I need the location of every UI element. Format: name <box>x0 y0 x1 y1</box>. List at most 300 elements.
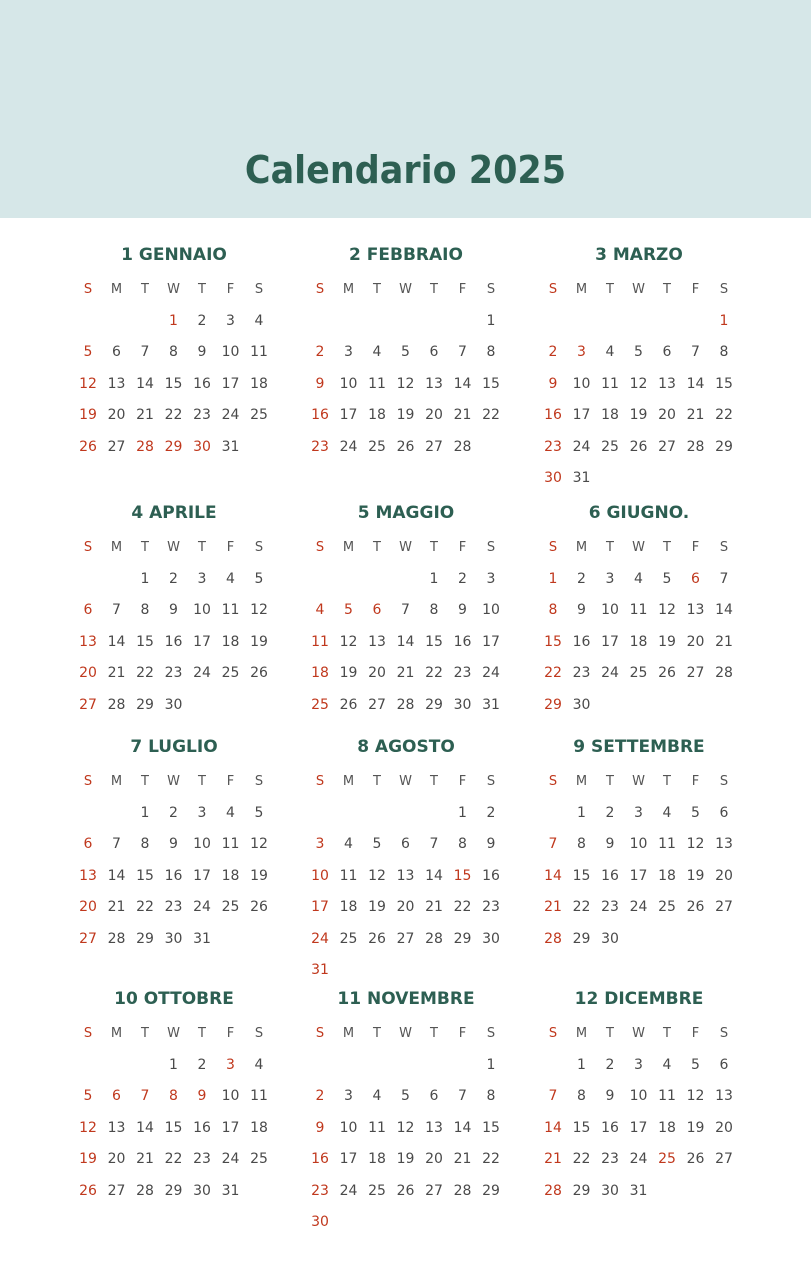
month-title: 7 LUGLIO <box>130 737 218 757</box>
day-cell: 18 <box>601 407 619 424</box>
day-cell: 17 <box>339 407 358 424</box>
day-cell: 18 <box>221 867 240 884</box>
weekday-label: S <box>719 774 729 789</box>
day-cell: 1 <box>140 805 150 821</box>
day-cell: 31 <box>193 930 211 947</box>
day-cell-holiday: 1 <box>548 571 558 587</box>
day-cell: 25 <box>250 407 268 424</box>
day-cell: 7 <box>429 836 439 853</box>
day-cell-holiday: 3 <box>226 1057 235 1073</box>
weekday-label: W <box>399 540 412 555</box>
day-cell: 15 <box>164 375 183 392</box>
day-cell: 15 <box>715 375 733 392</box>
day-cell: 26 <box>368 930 386 947</box>
day-cell: 4 <box>344 836 353 853</box>
day-cell: 30 <box>193 1182 211 1199</box>
day-cell: 8 <box>486 1088 496 1105</box>
day-cell-holiday: 7 <box>548 836 558 853</box>
day-cell: 21 <box>136 407 154 424</box>
day-cell: 18 <box>658 867 676 884</box>
day-cell: 2 <box>605 1057 615 1073</box>
day-cell: 28 <box>715 665 733 682</box>
day-cell: 27 <box>368 696 386 713</box>
day-cell: 12 <box>629 375 648 392</box>
day-cell: 16 <box>453 633 472 650</box>
weekday-label: S <box>548 774 558 789</box>
day-cell-holiday: 3 <box>315 836 325 853</box>
day-cell: 3 <box>605 571 615 587</box>
weekday-label: T <box>606 774 614 789</box>
day-cell: 27 <box>715 899 733 916</box>
weekday-label: T <box>430 774 438 789</box>
day-cell-holiday: 1 <box>169 313 178 329</box>
weekday-label: S <box>719 540 729 555</box>
day-cell: 30 <box>601 1182 619 1199</box>
day-cell: 12 <box>250 836 268 853</box>
day-cell: 24 <box>339 438 358 455</box>
day-cell-holiday: 8 <box>169 1088 178 1105</box>
day-cell: 15 <box>136 867 154 884</box>
day-cell: 3 <box>634 805 643 821</box>
day-cell: 24 <box>221 407 240 424</box>
day-cell: 19 <box>250 867 268 884</box>
day-cell: 26 <box>250 899 268 916</box>
day-cell: 14 <box>715 602 733 619</box>
day-cell: 19 <box>686 867 705 884</box>
day-cell: 5 <box>662 571 672 587</box>
day-cell: 9 <box>486 836 496 853</box>
day-cell-holiday: 21 <box>544 1151 562 1168</box>
day-cell: 11 <box>250 1088 268 1105</box>
day-cell-holiday: 19 <box>79 1151 97 1168</box>
weekday-label: T <box>141 282 149 297</box>
day-cell: 6 <box>429 1088 439 1105</box>
day-cell: 30 <box>572 696 591 713</box>
weekday-label: M <box>575 1026 588 1041</box>
weekday-label: M <box>342 540 355 555</box>
day-cell: 24 <box>629 899 648 916</box>
weekday-label: W <box>632 282 645 297</box>
day-cell: 29 <box>572 1182 591 1199</box>
day-cell: 2 <box>197 313 207 329</box>
day-cell: 8 <box>140 836 150 853</box>
weekday-label: T <box>198 540 206 555</box>
day-cell: 2 <box>169 571 178 587</box>
day-cell: 22 <box>572 899 591 916</box>
day-cell: 28 <box>396 696 415 713</box>
day-cell: 3 <box>197 571 207 587</box>
day-cell: 5 <box>691 1057 700 1073</box>
month-title: 8 AGOSTO <box>357 737 455 757</box>
weekday-label: S <box>486 282 496 297</box>
month-title: 11 NOVEMBRE <box>337 989 475 1009</box>
day-cell: 3 <box>634 1057 643 1073</box>
weekday-label: T <box>141 1026 149 1041</box>
day-cell-holiday: 17 <box>311 899 329 916</box>
day-cell-holiday: 12 <box>79 375 97 392</box>
day-cell: 19 <box>396 407 415 424</box>
day-cell: 25 <box>368 1182 386 1199</box>
weekday-label: W <box>167 774 180 789</box>
day-cell: 25 <box>221 665 240 682</box>
weekday-label: S <box>548 540 558 555</box>
day-cell: 16 <box>601 867 619 884</box>
month-title: 5 MAGGIO <box>357 503 455 523</box>
day-cell: 23 <box>601 899 619 916</box>
day-cell: 14 <box>107 867 126 884</box>
day-cell: 9 <box>605 1088 615 1105</box>
weekday-label: F <box>458 540 467 555</box>
day-cell: 10 <box>221 1088 240 1105</box>
day-cell: 29 <box>715 438 733 455</box>
weekday-label: S <box>254 1026 264 1041</box>
day-cell: 4 <box>605 344 615 361</box>
day-cell-holiday: 7 <box>548 1088 558 1105</box>
weekday-label: S <box>548 1026 558 1041</box>
day-cell: 28 <box>453 438 472 455</box>
day-cell: 19 <box>629 407 648 424</box>
day-cell: 8 <box>719 344 729 361</box>
day-cell: 4 <box>372 1088 382 1105</box>
weekday-label: T <box>373 282 381 297</box>
day-cell-holiday: 1 <box>719 313 729 329</box>
day-cell-holiday: 9 <box>197 1088 207 1105</box>
day-cell: 22 <box>482 407 500 424</box>
weekday-label: S <box>719 282 729 297</box>
day-cell: 24 <box>601 665 619 682</box>
day-cell: 14 <box>136 375 154 392</box>
weekday-label: T <box>606 1026 614 1041</box>
day-cell: 22 <box>164 1151 183 1168</box>
day-cell: 15 <box>572 1119 591 1136</box>
day-cell: 29 <box>425 696 443 713</box>
day-cell: 6 <box>719 805 729 821</box>
day-cell: 1 <box>169 1057 178 1073</box>
day-cell-holiday: 13 <box>79 633 97 650</box>
day-cell: 18 <box>368 1151 386 1168</box>
header-band <box>0 0 811 218</box>
weekday-label: W <box>632 540 645 555</box>
day-cell: 26 <box>686 899 705 916</box>
day-cell: 22 <box>572 1151 591 1168</box>
weekday-label: T <box>663 282 671 297</box>
day-cell: 24 <box>193 665 211 682</box>
day-cell: 23 <box>453 665 472 682</box>
weekday-label: T <box>373 540 381 555</box>
weekday-label: S <box>83 282 93 297</box>
day-cell: 28 <box>686 438 705 455</box>
day-cell: 30 <box>482 930 500 947</box>
day-cell: 14 <box>425 867 443 884</box>
day-cell: 25 <box>250 1151 268 1168</box>
day-cell: 24 <box>221 1151 240 1168</box>
day-cell: 2 <box>197 1057 207 1073</box>
day-cell: 14 <box>136 1119 154 1136</box>
day-cell: 27 <box>396 930 415 947</box>
day-cell: 31 <box>221 438 240 455</box>
weekday-label: S <box>83 1026 93 1041</box>
day-cell-holiday: 23 <box>311 1182 329 1199</box>
day-cell: 23 <box>601 1151 619 1168</box>
day-cell: 24 <box>339 1182 358 1199</box>
weekday-label: T <box>198 1026 206 1041</box>
day-cell: 20 <box>396 899 415 916</box>
day-cell-holiday: 3 <box>577 344 586 361</box>
day-cell-holiday: 23 <box>544 438 562 455</box>
day-cell: 9 <box>577 602 586 619</box>
month-title: 1 GENNAIO <box>121 245 227 265</box>
day-cell: 17 <box>339 1151 358 1168</box>
day-cell: 26 <box>686 1151 705 1168</box>
day-cell: 24 <box>482 665 500 682</box>
day-cell-holiday: 28 <box>544 1182 562 1199</box>
day-cell: 27 <box>107 1182 126 1199</box>
day-cell: 6 <box>662 344 672 361</box>
weekday-label: F <box>691 774 700 789</box>
day-cell: 15 <box>482 375 500 392</box>
day-cell: 20 <box>686 633 705 650</box>
day-cell: 18 <box>250 1119 268 1136</box>
day-cell: 10 <box>221 344 240 361</box>
day-cell: 7 <box>719 571 729 587</box>
month-title: 3 MARZO <box>595 245 683 265</box>
weekday-label: W <box>167 282 180 297</box>
day-cell-holiday: 26 <box>79 1182 97 1199</box>
weekday-label: T <box>373 1026 381 1041</box>
day-cell: 5 <box>254 571 264 587</box>
weekday-label: T <box>663 1026 671 1041</box>
day-cell-holiday: 5 <box>83 1088 93 1105</box>
day-cell: 15 <box>482 1119 500 1136</box>
day-cell: 12 <box>396 1119 415 1136</box>
day-cell: 11 <box>658 836 676 853</box>
weekday-label: S <box>315 774 325 789</box>
day-cell: 1 <box>458 805 467 821</box>
day-cell-holiday: 28 <box>544 930 562 947</box>
day-cell: 1 <box>486 1057 496 1073</box>
day-cell: 12 <box>396 375 415 392</box>
day-cell: 13 <box>107 1119 126 1136</box>
day-cell-holiday: 9 <box>315 1119 325 1136</box>
weekday-label: S <box>83 540 93 555</box>
day-cell-holiday: 6 <box>372 602 382 619</box>
weekday-label: W <box>399 282 412 297</box>
day-cell: 13 <box>425 1119 443 1136</box>
day-cell: 28 <box>107 930 126 947</box>
day-cell: 19 <box>686 1119 705 1136</box>
day-cell: 31 <box>629 1182 648 1199</box>
weekday-label: F <box>691 282 700 297</box>
day-cell: 12 <box>686 836 705 853</box>
weekday-label: F <box>691 540 700 555</box>
day-cell-holiday: 23 <box>311 438 329 455</box>
weekday-label: W <box>632 774 645 789</box>
day-cell-holiday: 20 <box>79 665 97 682</box>
day-cell: 22 <box>164 407 183 424</box>
day-cell: 28 <box>425 930 443 947</box>
day-cell-holiday: 10 <box>311 867 329 884</box>
day-cell-holiday: 21 <box>544 899 562 916</box>
weekday-label: T <box>606 540 614 555</box>
day-cell: 7 <box>458 1088 467 1105</box>
day-cell: 20 <box>107 407 126 424</box>
day-cell: 25 <box>368 438 386 455</box>
day-cell: 15 <box>572 867 591 884</box>
day-cell: 9 <box>169 602 178 619</box>
day-cell: 4 <box>662 1057 672 1073</box>
day-cell: 25 <box>339 930 358 947</box>
day-cell: 31 <box>482 696 500 713</box>
day-cell: 8 <box>140 602 150 619</box>
day-cell: 20 <box>107 1151 126 1168</box>
month-title: 4 APRILE <box>131 503 217 523</box>
day-cell: 28 <box>136 1182 154 1199</box>
day-cell-holiday: 5 <box>344 602 353 619</box>
page-title: Calendario 2025 <box>244 148 567 192</box>
day-cell-holiday: 25 <box>658 1151 676 1168</box>
day-cell-holiday: 12 <box>79 1119 97 1136</box>
weekday-label: T <box>141 540 149 555</box>
day-cell: 27 <box>715 1151 733 1168</box>
day-cell: 17 <box>601 633 619 650</box>
day-cell-holiday: 20 <box>79 899 97 916</box>
day-cell: 14 <box>107 633 126 650</box>
day-cell: 3 <box>226 313 235 329</box>
weekday-label: M <box>342 282 355 297</box>
day-cell: 25 <box>658 899 676 916</box>
day-cell: 26 <box>396 438 415 455</box>
weekday-label: S <box>486 1026 496 1041</box>
day-cell: 7 <box>458 344 467 361</box>
day-cell: 26 <box>396 1182 415 1199</box>
day-cell: 10 <box>482 602 500 619</box>
day-cell: 18 <box>221 633 240 650</box>
weekday-label: F <box>226 774 235 789</box>
day-cell-holiday: 29 <box>164 438 183 455</box>
weekday-label: T <box>606 282 614 297</box>
day-cell: 7 <box>112 836 121 853</box>
day-cell-holiday: 27 <box>79 930 97 947</box>
day-cell: 23 <box>572 665 591 682</box>
day-cell-holiday: 18 <box>311 665 329 682</box>
day-cell: 10 <box>572 375 591 392</box>
day-cell: 27 <box>686 665 705 682</box>
day-cell-holiday: 2 <box>315 344 325 361</box>
day-cell: 2 <box>577 571 586 587</box>
day-cell: 7 <box>112 602 121 619</box>
weekday-label: F <box>458 282 467 297</box>
day-cell: 29 <box>453 930 472 947</box>
weekday-label: M <box>575 774 588 789</box>
day-cell-holiday: 4 <box>315 602 325 619</box>
day-cell: 11 <box>601 375 619 392</box>
day-cell: 25 <box>601 438 619 455</box>
day-cell: 12 <box>368 867 386 884</box>
day-cell: 11 <box>221 602 240 619</box>
weekday-label: T <box>663 774 671 789</box>
day-cell: 28 <box>453 1182 472 1199</box>
weekday-label: S <box>315 282 325 297</box>
day-cell: 30 <box>453 696 472 713</box>
weekday-label: S <box>315 1026 325 1041</box>
weekday-label: T <box>430 282 438 297</box>
day-cell: 17 <box>572 407 591 424</box>
day-cell-holiday: 16 <box>311 407 329 424</box>
day-cell: 17 <box>221 375 240 392</box>
day-cell-holiday: 26 <box>79 438 97 455</box>
day-cell: 6 <box>112 344 121 361</box>
day-cell: 20 <box>715 867 733 884</box>
weekday-label: M <box>110 540 123 555</box>
day-cell: 16 <box>601 1119 619 1136</box>
day-cell: 17 <box>482 633 500 650</box>
day-cell: 21 <box>715 633 733 650</box>
day-cell: 19 <box>250 633 268 650</box>
day-cell-holiday: 6 <box>112 1088 121 1105</box>
day-cell: 13 <box>368 633 386 650</box>
day-cell: 26 <box>658 665 676 682</box>
day-cell: 15 <box>136 633 154 650</box>
day-cell: 2 <box>486 805 496 821</box>
day-cell: 11 <box>250 344 268 361</box>
weekday-label: S <box>254 774 264 789</box>
day-cell: 27 <box>658 438 676 455</box>
day-cell: 30 <box>164 696 183 713</box>
day-cell-holiday: 14 <box>544 867 562 884</box>
day-cell: 16 <box>193 1119 211 1136</box>
day-cell: 26 <box>250 665 268 682</box>
day-cell: 18 <box>250 375 268 392</box>
day-cell: 10 <box>629 1088 648 1105</box>
weekday-label: F <box>226 282 235 297</box>
day-cell-holiday: 30 <box>193 438 211 455</box>
day-cell: 26 <box>629 438 648 455</box>
day-cell: 30 <box>164 930 183 947</box>
weekday-label: S <box>315 540 325 555</box>
day-cell-holiday: 31 <box>311 962 329 978</box>
day-cell: 8 <box>577 1088 586 1105</box>
day-cell-holiday: 2 <box>548 344 558 361</box>
day-cell: 20 <box>425 1151 443 1168</box>
day-cell: 24 <box>193 899 211 916</box>
day-cell: 10 <box>193 836 211 853</box>
weekday-label: S <box>83 774 93 789</box>
day-cell-holiday: 11 <box>311 633 329 650</box>
day-cell: 13 <box>686 602 705 619</box>
day-cell: 4 <box>662 805 672 821</box>
day-cell-holiday: 28 <box>136 438 154 455</box>
weekday-label: M <box>110 1026 123 1041</box>
day-cell-holiday: 9 <box>548 375 558 392</box>
day-cell: 23 <box>193 1151 211 1168</box>
weekday-label: F <box>691 1026 700 1041</box>
weekday-label: S <box>548 282 558 297</box>
day-cell: 13 <box>715 836 733 853</box>
day-cell: 9 <box>197 344 207 361</box>
day-cell: 22 <box>453 899 472 916</box>
day-cell: 3 <box>486 571 496 587</box>
day-cell: 6 <box>719 1057 729 1073</box>
day-cell: 15 <box>164 1119 183 1136</box>
day-cell-holiday: 2 <box>315 1088 325 1105</box>
day-cell: 16 <box>164 867 183 884</box>
weekday-label: M <box>575 282 588 297</box>
day-cell: 16 <box>164 633 183 650</box>
day-cell: 10 <box>601 602 619 619</box>
weekday-label: F <box>226 540 235 555</box>
day-cell: 9 <box>169 836 178 853</box>
weekday-label: M <box>342 774 355 789</box>
